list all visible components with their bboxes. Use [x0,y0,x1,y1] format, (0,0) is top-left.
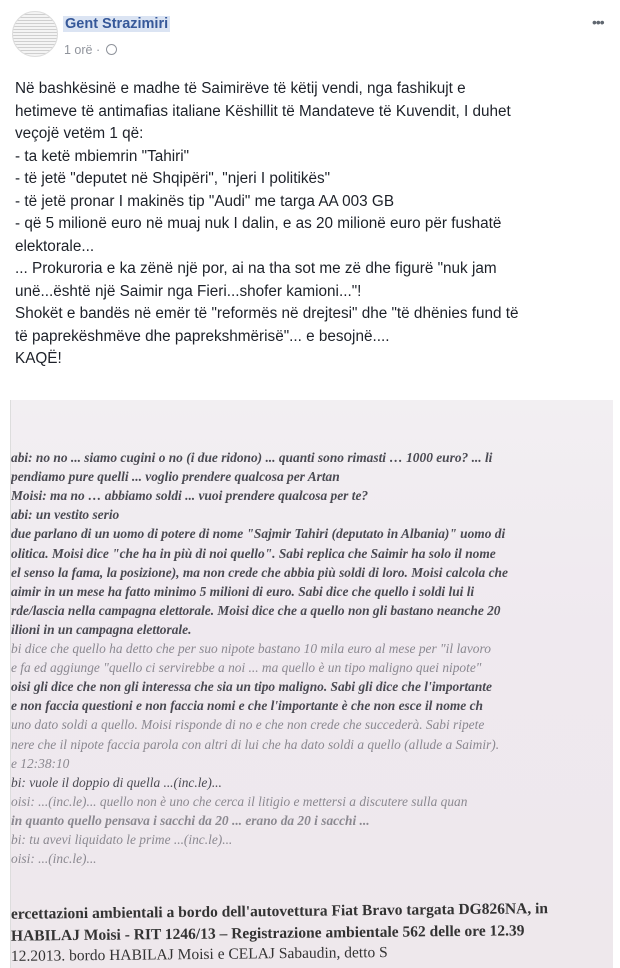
document-line: Moisi: ma no … abbiamo soldi ... vuoi prendere qualcosa per te? [11,488,369,504]
document-line: uno dato soldi a quello. Moisi risponde di no e che non crede che succederà. Sabi ripete [11,717,485,733]
post-text-line: - të jetë pronar I makinës tip "Audi" me targa AA 003 GB [15,192,395,210]
document-line: bi: tu avevi liquidato le prime ...(inc.le)... [11,832,233,847]
document-line: abi: no no ... siamo cugini o no (i due ridono) ... quanti sono rimasti … 1000 euro? ... li [11,450,493,465]
document-line: el senso la fama, la posizione), ma non crede che abbia più soldi di loro. Moisi calcola che [11,564,508,580]
post-text-line: elektorale... [15,237,95,255]
document-line: rde/lascia nella campagna elettorale. Moisi dice che a quello non gli bastano neanche 20 [11,602,501,618]
post-text-line: hetimeve të antimafias italiane Këshillit të Mandateve të Kuvendit, I duhet [15,102,511,120]
post-text-line: Shokët e bandës në emër të "reformës në drejtesi" dhe "të dhënies fund të [15,305,519,322]
post-text-line: Në bashkësinë e madhe të Saimirëve të këtij vendi, nga fashikujt e [15,80,466,97]
document-line: e fa ed aggiunge "quello ci servirebbe a noi ... ma quello è un tipo maligno quei nipote" [11,660,482,676]
post-time[interactable]: 1 orë [64,43,93,57]
post-text-line: veçojë vetëm 1 që: [15,125,144,142]
author-name-link[interactable]: Gent Strazimiri [65,16,169,32]
document-line: oisi: ...(inc.le)... [11,851,97,867]
more-options-button[interactable]: ••• [592,14,604,30]
document-line: abi: un vestito serio [11,507,120,523]
document-line: olitica. Moisi dice "che ha in più di noi quello". Sabi replica che Saimir ha solo il nome [11,545,496,561]
document-line: bi: vuole il doppio di quella ...(inc.le)... [11,774,222,790]
post-photo[interactable] [10,400,613,968]
document-line: pendiamo pure quelli ... voglio prendere qualcosa per Artan [11,469,340,485]
post-text-line: - që 5 milionë euro në muaj nuk I dalin, e as 20 milionë euro për fushatë [15,215,502,232]
document-header-line: ercettazioni ambientali a bordo dell'autovettura Fiat Bravo targata DG826NA, in [10,900,549,923]
document-line: oisi gli dice che non gli interessa che sia un tipo maligno. Sabi gli dice che l'importante [11,679,492,695]
document-line: aimir in un mese ha fatto minimo 5 milioni di euro. Sabi dice che quello i soldi lui li [11,583,475,599]
author-avatar[interactable] [12,11,58,57]
post-text-line: KAQË! [15,350,62,367]
document-line: e non faccia questioni e non faccia nomi e che l'importante è che non esce il nome ch [11,698,483,714]
document-line: nere che il nipote faccia parola con altri di lui che ha dato soldi a quello (allude a Saimir). [11,736,500,752]
post-text [15,78,519,371]
post-text-line: të paprekëshmëve dhe paprekshmërisë"... e besojnë.... [15,327,390,345]
document-line: e 12:38:10 [11,755,70,771]
post-text-line: ... Prokuroria e ka zënë një por, ai na tha sot me zë dhe figurë "nuk jam [15,260,497,277]
post-text-line: - ta ketë mbiemrin "Tahiri" [15,147,190,165]
document-line: oisi: ...(inc.le)... quello non è uno che cerca il litigio e mettersi a discutere sulla quan [11,793,468,809]
meta-separator: · [95,43,101,57]
document-header-line: 12.2013. bordo HABILAJ Moisi e CELAJ Sabaudin, detto S [10,944,388,965]
document-line: in quanto quello pensava i sacchi da 20 ... erano da 20 i sacchi ... [11,812,370,828]
document-line: ilioni in un campagna elettorale. [11,621,192,637]
document-header-line: HABILAJ Moisi - RIT 1246/13 – Registrazione ambientale 562 delle ore 12.39 [10,921,525,945]
post-text-line: unë...është një Saimir nga Fieri...shofer kamioni..."! [15,282,362,300]
document-line: bi dice che quello ha detto che per suo nipote bastano 10 mila euro al mese per "il lavoro [11,641,491,656]
post-meta [64,43,117,57]
globe-icon [106,44,117,55]
post-text-line: - të jetë "deputet në Shqipëri", "njeri I politikës" [15,170,331,187]
document-line: due parlano di un uomo di potere di nome "Sajmir Tahiri (deputato in Albania)" uomo di [11,526,506,542]
